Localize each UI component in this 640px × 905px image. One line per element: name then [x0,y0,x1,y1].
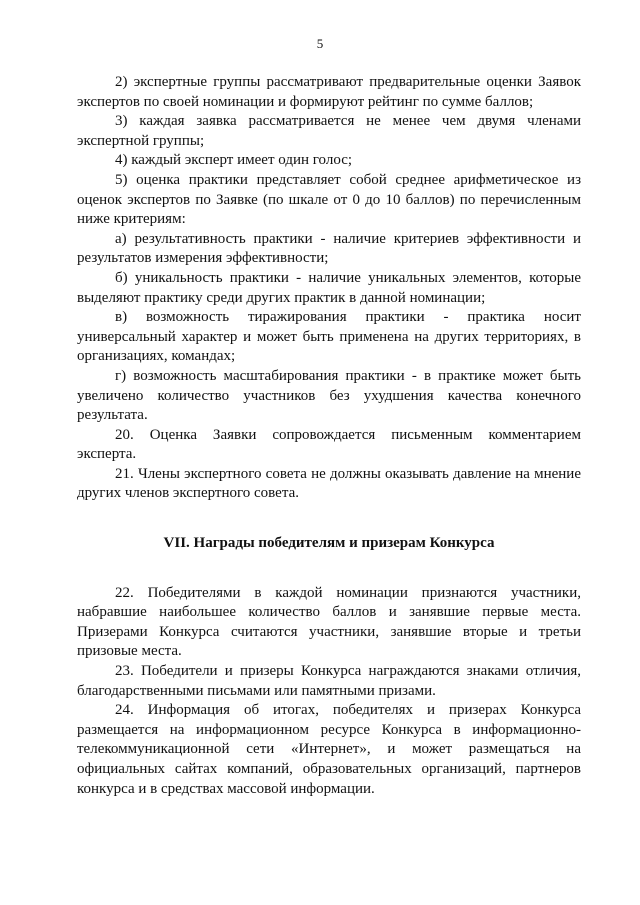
document-body [77,73,581,799]
clause-23: 23. Победители и призеры Конкурса награждаются знаками отличия, благодарственными письмами или памятными призами. [77,663,581,699]
paragraph-item-4: 4) каждый эксперт имеет один голос; [115,152,353,169]
paragraph-item-3: 3) каждая заявка рассматривается не менее чем двумя членами экспертной группы; [77,113,581,149]
criterion-b: б) уникальность практики - наличие уникальных элементов, которые выделяют практику среди других практик в данной номинации; [77,269,581,306]
clause-22: 22. Победителями в каждой номинации признаются участники, набравшие наибольшее количество баллов и занявшие первые места. Призерами Конкурса считаются участники, занявшие вторые и третьи призовые места. [77,584,581,660]
clause-20: 20. Оценка Заявки сопровождается письменным комментарием эксперта. [77,426,581,463]
criterion-v: в) возможность тиражирования практики - практика носит универсальный характер и может быть применена на других территориях, в организациях, командах; [77,309,581,365]
paragraph-item-2: 2) экспертные группы рассматривают предварительные оценки Заявок экспертов по своей номинации и формируют рейтинг по сумме баллов; [77,74,581,110]
section-heading: VII. Награды победителям и призерам Конкурса [163,535,495,552]
paragraph-item-5: 5) оценка практики представляет собой среднее арифметическое из оценок экспертов по Заявке (по шкале от 0 до 10 баллов) по перечисленным ниже критериям: [77,171,581,228]
criterion-a: а) результативность практики - наличие критериев эффективности и результатов измерения эффективности; [77,230,581,267]
page-number: 5 [316,36,324,51]
clause-21: 21. Члены экспертного совета не должны оказывать давление на мнение других членов экспертного совета. [77,465,581,502]
criterion-g: г) возможность масштабирования практики - в практике может быть увеличено количество участников без ухудшения качества конечного результата. [77,367,581,424]
clause-24: 24. Информация об итогах, победителях и призерах Конкурса размещается на информационном ресурсе Конкурса в информационно-телекоммуникационной сети «Интернет», и может размещаться на официальных сайтах компаний, образовательных организаций, партнеров конкурса и в средствах массовой информации. [77,702,581,797]
